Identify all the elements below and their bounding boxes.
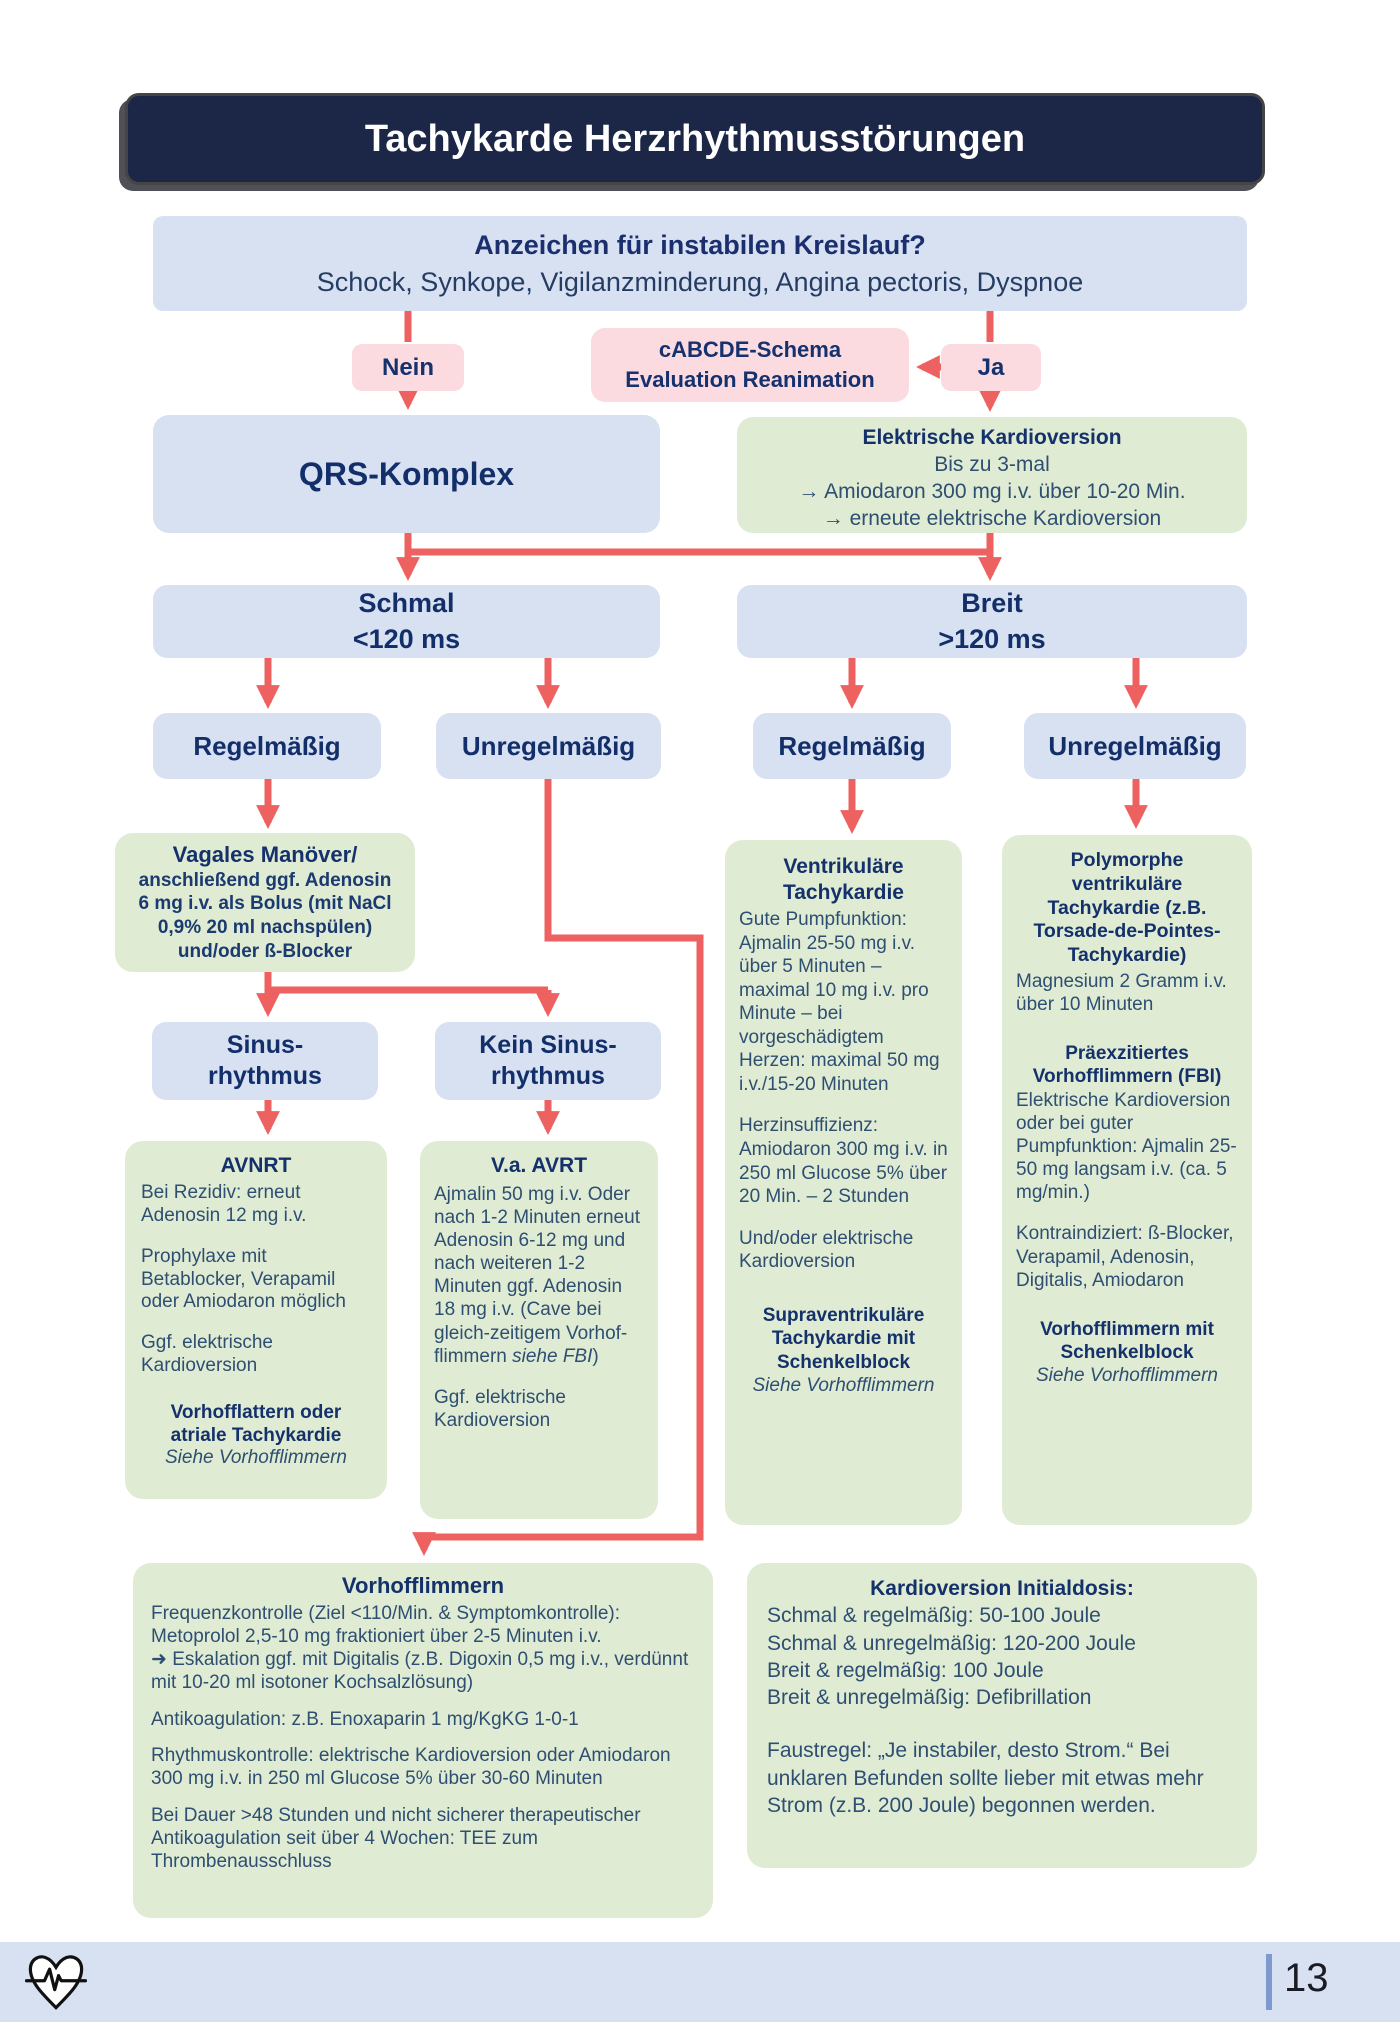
ja-badge	[941, 344, 1041, 391]
elektrische-kardioversion-title: Elektrische Kardioversion	[862, 426, 1122, 449]
unstable-circulation-box	[153, 216, 1247, 311]
kein-sinusrhythmus-box	[435, 1022, 661, 1100]
elektrische-kardioversion-box	[737, 417, 1247, 533]
kardioversion-initialdosis-box	[747, 1563, 1257, 1868]
afib-p4: Bei Dauer >48 Stunden und nicht sicherer therapeutischer Antikoagulation seit über 4 Wochen: TEE zum Thrombenausschluss	[151, 1804, 641, 1872]
sinusrhythmus-box	[152, 1022, 378, 1100]
initialdosis-line3: Breit & regelmäßig: 100 Joule	[767, 1658, 1044, 1682]
pvt-sub1-title: Präexzitiertes Vorhofflimmern (FBI)	[1032, 1043, 1222, 1088]
schmal-unregelmaessig-label: Unregelmäßig	[461, 730, 636, 761]
kein-sinusrhythmus-line2: rhythmus	[491, 1062, 605, 1090]
nein-badge	[352, 344, 464, 391]
page-title: Tachykarde Herzrhythmusstörungen	[364, 117, 1026, 160]
breit-title: Breit	[961, 588, 1023, 619]
avnrt-subtitle: Vorhofflattern oder atriale Tachykardie	[170, 1401, 342, 1446]
pvt-sub2-note: Siehe Vorhofflimmern	[1036, 1365, 1218, 1387]
breit-box	[737, 585, 1247, 658]
avnrt-subnote: Siehe Vorhofflimmern	[165, 1447, 347, 1469]
va-avrt-box	[420, 1141, 658, 1519]
breit-regelmaessig-label: Regelmäßig	[778, 730, 926, 761]
initialdosis-line1: Schmal & regelmäßig: 50-100 Joule	[767, 1604, 1101, 1628]
afib-p3: Rhythmuskontrolle: elektrische Kardioversion oder Amiodaron 300 mg i.v. in 250 ml Glucose 5% über 30-60 Minuten	[151, 1745, 671, 1790]
page-number: 13	[1284, 1956, 1329, 2000]
vt-p2: Herzinsuffizienz: Amiodaron 300 mg i.v. in 250 ml Glucose 5% über 20 Min. – 2 Stunden	[739, 1115, 948, 1208]
vorhofflimmern-box	[133, 1563, 713, 1918]
avnrt-p2: Prophylaxe mit Betablocker, Verapamil oder Amiodaron möglich	[141, 1245, 346, 1313]
elektrische-kardioversion-line1: Bis zu 3-mal	[934, 452, 1050, 476]
vagales-manoever-box	[115, 833, 415, 972]
ventrikulaere-tachykardie-box	[725, 840, 962, 1525]
vt-title-line1: Ventrikuläre	[783, 855, 904, 878]
unstable-symptoms: Schock, Synkope, Vigilanzminderung, Angina pectoris, Dyspnoe	[316, 266, 1084, 297]
pvt-p1: Magnesium 2 Gramm i.v. über 10 Minuten	[1016, 970, 1227, 1016]
ja-label: Ja	[977, 353, 1005, 381]
breit-unregelmaessig-box	[1024, 713, 1246, 779]
initialdosis-line2: Schmal & unregelmäßig: 120-200 Joule	[767, 1631, 1136, 1655]
pvt-p3: Kontraindiziert: ß-Blocker, Verapamil, Adenosin, Digitalis, Amiodaron	[1016, 1223, 1234, 1291]
schmal-box	[153, 585, 660, 658]
schmal-regelmaessig-label: Regelmäßig	[193, 730, 341, 761]
vt-title-line2: Tachykardie	[782, 881, 904, 905]
pvt-title: Polymorphe ventrikuläre Tachykardie (z.B. Torsade-de-Pointes-Tachykardie)	[1033, 849, 1221, 967]
page-number-bar	[1266, 1954, 1272, 2010]
va-avrt-p1-close: )	[592, 1345, 599, 1367]
sinusrhythmus-line2: rhythmus	[208, 1062, 322, 1090]
nein-label: Nein	[381, 353, 434, 381]
cabcde-box	[591, 328, 909, 402]
cabcde-line1: cABCDE-Schema	[658, 337, 842, 363]
afib-p2: Antikoagulation: z.B. Enoxaparin 1 mg/KgKG 1-0-1	[151, 1708, 579, 1730]
page-title-banner	[125, 93, 1265, 185]
vagal-line3: 6 mg i.v. als Bolus (mit NaCl	[138, 893, 392, 915]
breit-regelmaessig-box	[753, 713, 951, 779]
vt-subtitle: Supraventrikuläre Tachykardie mit Schenkelblock	[762, 1304, 925, 1373]
polymorphe-tachykardie-box	[1002, 835, 1252, 1525]
qrs-komplex-box	[153, 415, 660, 533]
avnrt-title: AVNRT	[220, 1154, 292, 1177]
qrs-label: QRS-Komplex	[298, 455, 515, 492]
kein-sinusrhythmus-line1: Kein Sinus-	[479, 1030, 617, 1059]
initialdosis-faustregel: Faustregel: „Je instabiler, desto Strom.“ Bei unklaren Befunden sollte lieber mit etwas mehr Strom (z.B. 200 Joule) begonnen werden.	[767, 1739, 1204, 1818]
avnrt-p3: Ggf. elektrische Kardioversion	[141, 1332, 273, 1376]
elektrische-kardioversion-line3: → erneute elektrische Kardioversion	[822, 506, 1162, 530]
schmal-subtitle: <120 ms	[352, 623, 461, 654]
elektrische-kardioversion-line2: → Amiodaron 300 mg i.v. über 10-20 Min.	[798, 479, 1186, 503]
connector-qrs-split	[408, 532, 990, 552]
initialdosis-title: Kardioversion Initialdosis:	[870, 1577, 1134, 1600]
cabcde-line2: Evaluation Reanimation	[625, 367, 875, 392]
vagal-line1: Vagales Manöver/	[172, 842, 358, 867]
vagal-line5: und/oder ß-Blocker	[177, 940, 353, 962]
va-avrt-p1-italic: siehe FBI	[512, 1345, 593, 1367]
vt-p1: Gute Pumpfunktion: Ajmalin 25-50 mg i.v. über 5 Minuten – maximal 10 mg i.v. pro Minute – bei vorgeschädigtem Herzen: maximal 50 mg i.v./15-20 Minuten	[739, 909, 940, 1095]
heart-ekg-icon	[22, 1950, 90, 2014]
vagal-line4: 0,9% 20 ml nachspülen)	[157, 917, 373, 938]
breit-subtitle: >120 ms	[938, 623, 1046, 654]
schmal-regelmaessig-box	[153, 713, 381, 779]
vagal-line2: anschließend ggf. Adenosin	[138, 869, 392, 891]
pvt-p2: Elektrische Kardioversion oder bei guter Pumpfunktion: Ajmalin 25-50 mg langsam i.v. (ca. 5 mg/min.)	[1016, 1089, 1237, 1204]
afib-p1: Frequenzkontrolle (Ziel <110/Min. & Symptomkontrolle): Metoprolol 2,5-10 mg fraktioniert über 2-5 Minuten i.v.	[151, 1603, 621, 1648]
va-avrt-p1: Ajmalin 50 mg i.v. Oder nach 1-2 Minuten erneut Adenosin 6-12 mg und nach weiteren 1-2 Minuten ggf. Adenosin 18 mg i.v. (Cave bei gleich-zeitigem Vorhof-flimmern	[434, 1183, 640, 1367]
unstable-question: Anzeichen für instabilen Kreislauf?	[474, 230, 926, 261]
initialdosis-line4: Breit & unregelmäßig: Defibrillation	[767, 1686, 1092, 1710]
vt-p3: Und/oder elektrische Kardioversion	[739, 1227, 914, 1273]
sinusrhythmus-line1: Sinus-	[226, 1030, 304, 1059]
schmal-unregelmaessig-box	[436, 713, 661, 779]
pvt-sub2-title: Vorhofflimmern mit Schenkelblock	[1040, 1318, 1214, 1364]
afib-title: Vorhofflimmern	[341, 1573, 505, 1598]
va-avrt-title: V.a. AVRT	[490, 1154, 588, 1177]
avnrt-p1: Bei Rezidiv: erneut Adenosin 12 mg i.v.	[141, 1182, 307, 1226]
avnrt-box	[125, 1141, 387, 1499]
vt-subnote: Siehe Vorhofflimmern	[752, 1375, 935, 1397]
footer-band	[0, 1942, 1400, 2022]
afib-p1-escalation: ➜ Eskalation ggf. mit Digitalis (z.B. Digoxin 0,5 mg i.v., verdünnt mit 10-20 ml isotoner Kochsalzlösung)	[151, 1648, 689, 1693]
va-avrt-p2: Ggf. elektrische Kardioversion	[434, 1386, 566, 1432]
connector-vagal-split	[268, 971, 548, 990]
breit-unregelmaessig-label: Unregelmäßig	[1048, 730, 1222, 761]
schmal-title: Schmal	[358, 588, 455, 619]
